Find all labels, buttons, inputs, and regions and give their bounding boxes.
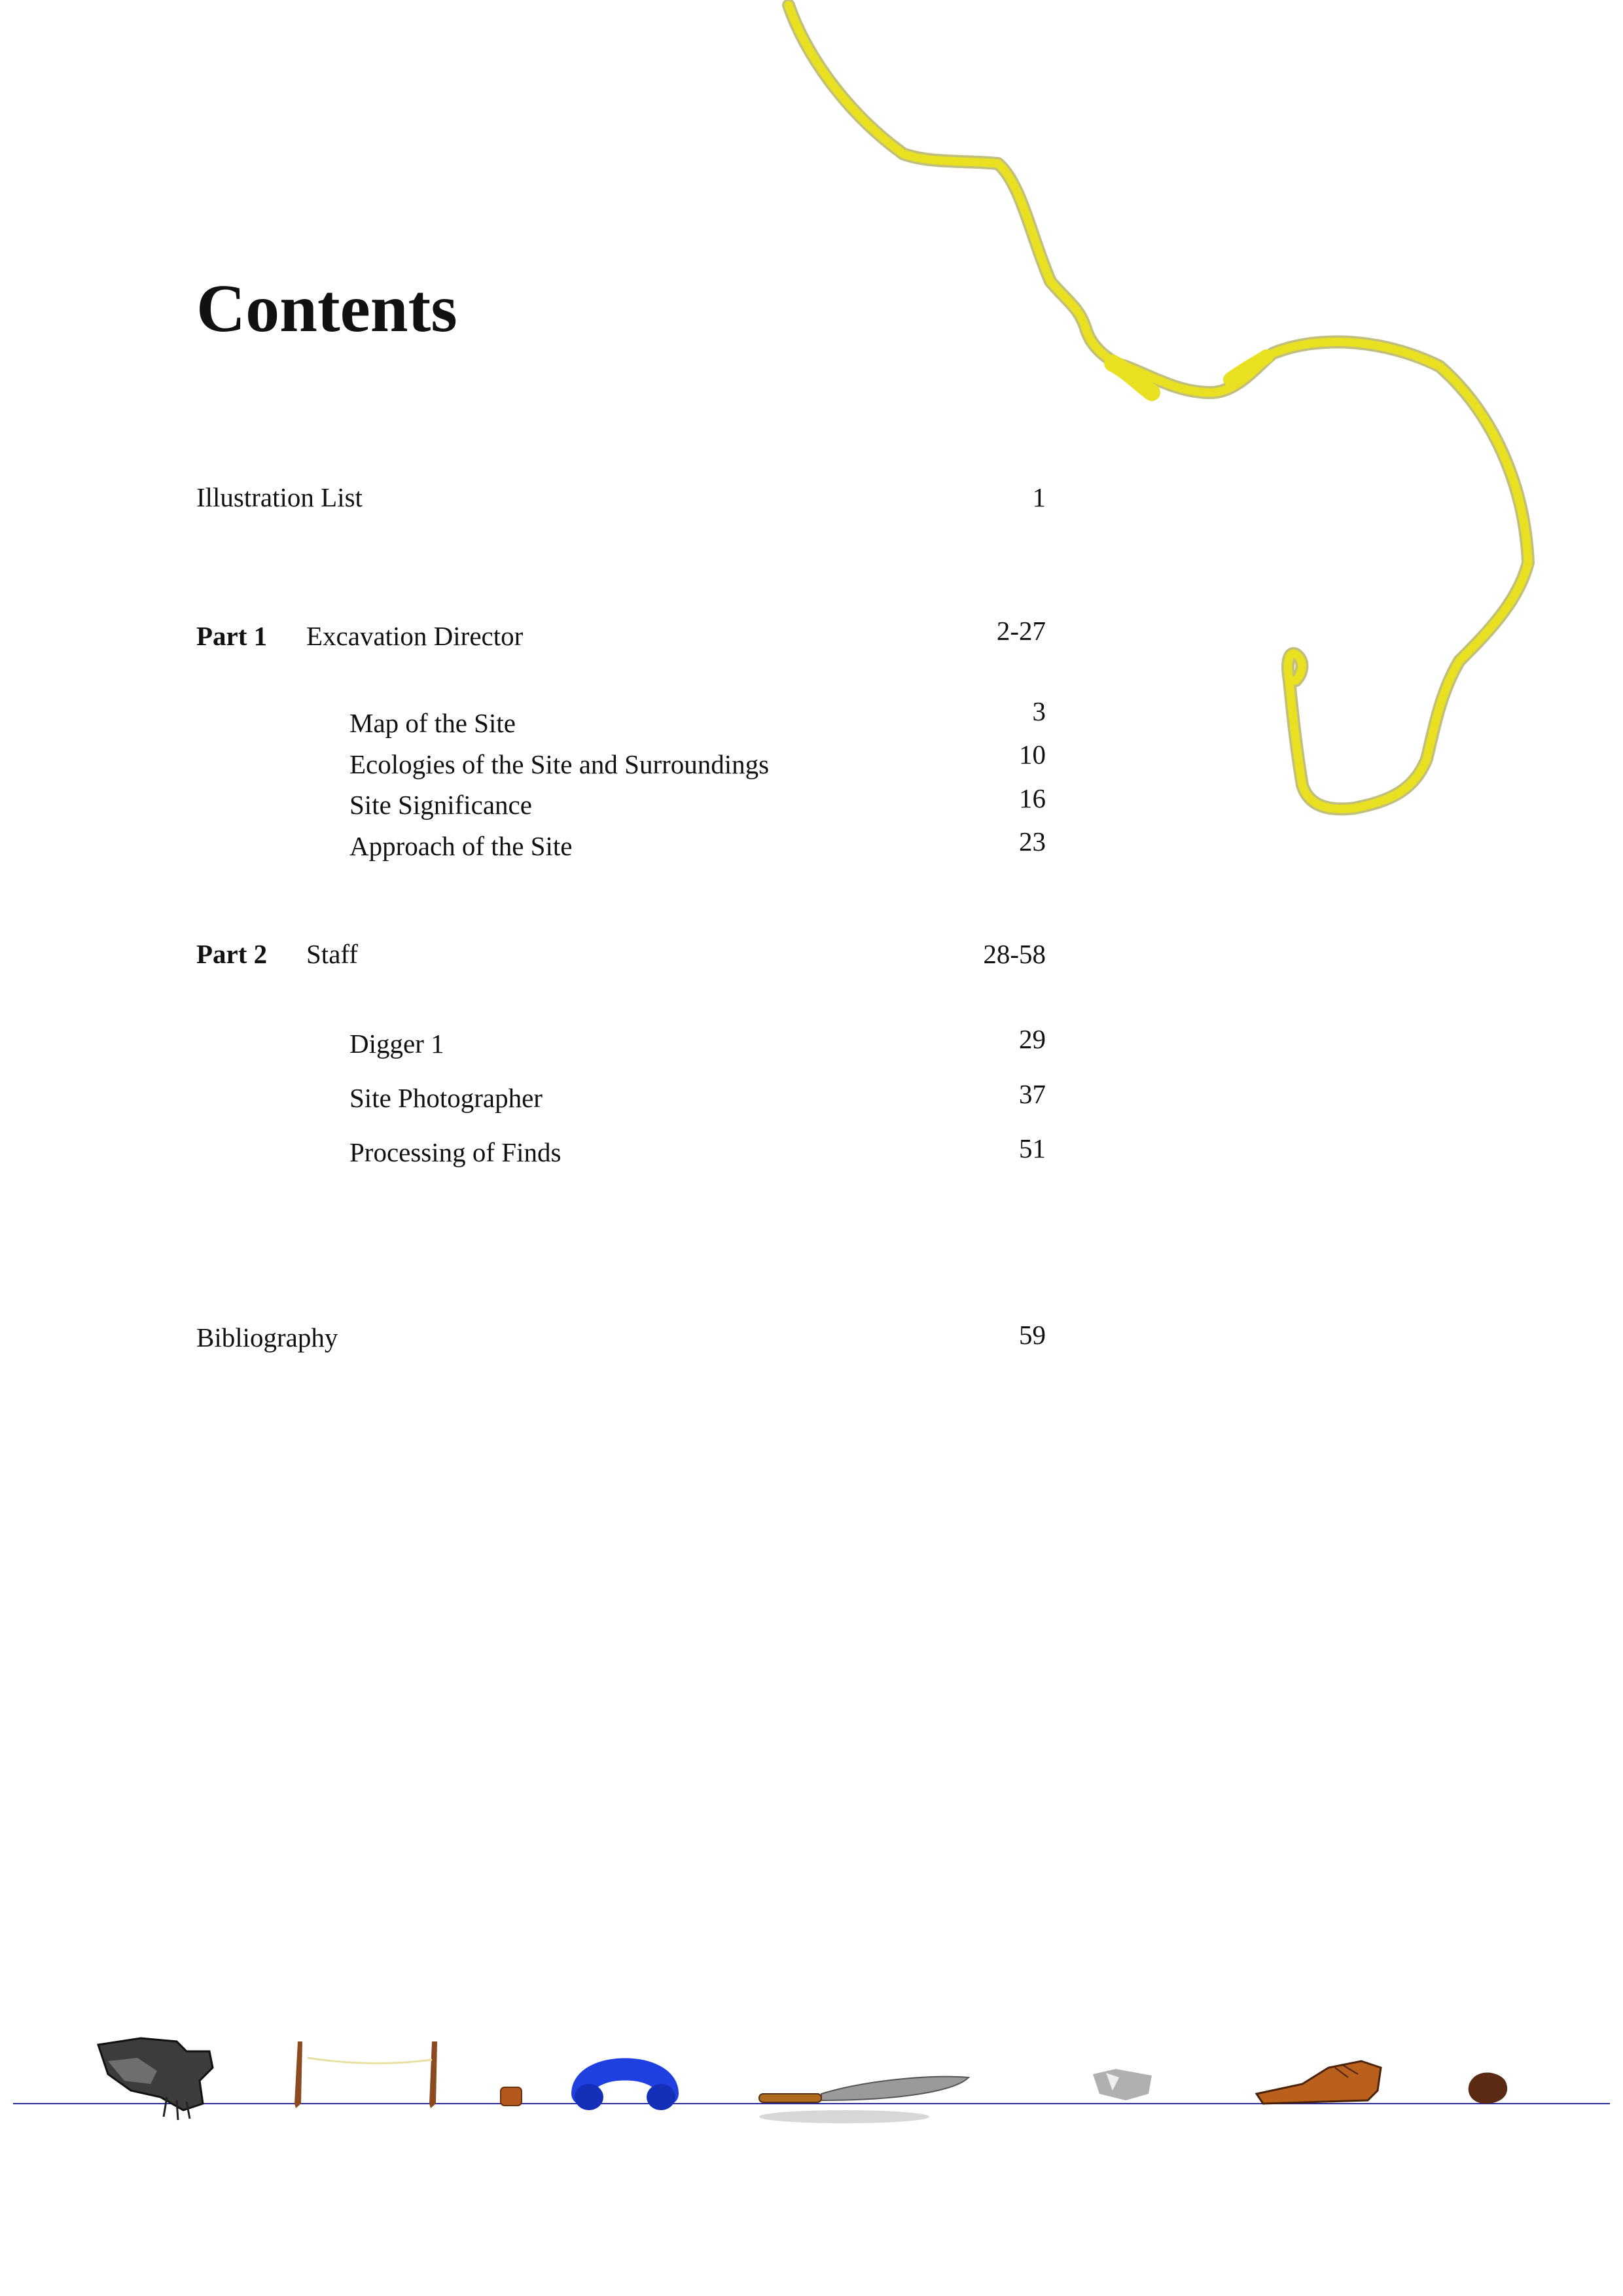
toc-subentry-page: 16 [1019, 783, 1046, 813]
shoe-icon [1257, 2061, 1381, 2104]
toc-subentry-page: 10 [1019, 739, 1046, 769]
toc-subentry-label: Map of the Site [349, 708, 516, 738]
toc-entry-page: 59 [1019, 1320, 1046, 1350]
part-number: Part 2 [196, 939, 268, 969]
boot-icon [98, 2038, 213, 2120]
part-page-range: 2-27 [996, 616, 1046, 646]
part-title: Staff [306, 939, 358, 969]
toc-subentry-page: 51 [1019, 1133, 1046, 1163]
clod-icon [1469, 2073, 1507, 2104]
toc-subentry-label: Site Significance [349, 790, 532, 820]
part-page-range: 28-58 [983, 939, 1046, 969]
trowel-icon [759, 2077, 969, 2123]
stake-icon [294, 2041, 437, 2108]
toc-subentry-label: Site Photographer [349, 1083, 543, 1113]
toc-subentry-page: 37 [1019, 1079, 1046, 1109]
toc-subentry-page: 3 [1032, 696, 1046, 726]
bucket-icon [575, 2070, 675, 2111]
toc-subentry-label: Approach of the Site [349, 831, 573, 861]
stone-icon [1093, 2069, 1152, 2100]
part-number: Part 1 [196, 621, 268, 651]
part-title: Excavation Director [306, 621, 524, 651]
toc-entry-label: Illustration List [196, 482, 363, 512]
string-line [308, 2058, 432, 2063]
toc-subentry-page: 29 [1019, 1024, 1046, 1054]
toc-subentry-label: Ecologies of the Site and Surroundings [349, 749, 770, 779]
toc-entry-label: Bibliography [196, 1322, 338, 1352]
toc-subentry-label: Processing of Finds [349, 1137, 562, 1167]
toc-subentry-page: 23 [1019, 826, 1046, 857]
toc-entry-page: 1 [1032, 482, 1046, 512]
brick-icon [501, 2087, 522, 2106]
toc-subentry-label: Digger 1 [349, 1029, 444, 1059]
page-title: Contents [196, 271, 457, 346]
